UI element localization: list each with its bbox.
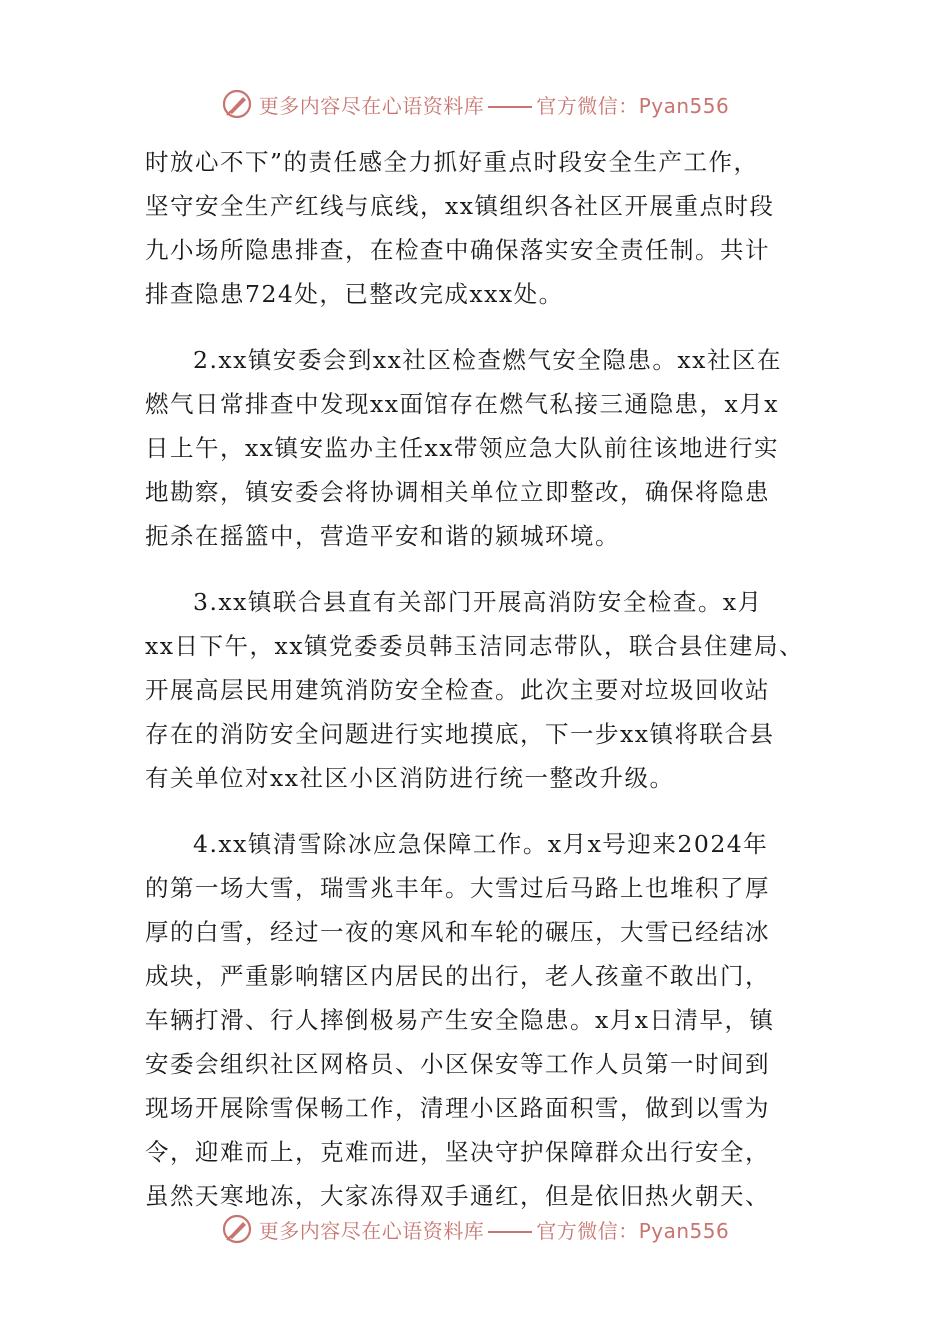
text-line: 3.xx镇联合县直有关部门开展高消防安全检查。x月 bbox=[193, 588, 763, 616]
text-line: 日上午，xx镇安监办主任xx带领应急大队前往该地进行实 bbox=[145, 434, 780, 462]
text-line: xx日下午，xx镇党委委员韩玉洁同志带队，联合县住建局、 bbox=[145, 632, 805, 660]
header-watermark bbox=[0, 84, 950, 124]
watermark-dash bbox=[488, 1231, 532, 1233]
text-line: 车辆打滑、行人摔倒极易产生安全隐患。x月x日清早，镇 bbox=[145, 1006, 775, 1034]
text-line: 坚守安全生产红线与底线，xx镇组织各社区开展重点时段 bbox=[145, 192, 775, 220]
text-line: 九小场所隐患排查，在检查中确保落实安全责任制。共计 bbox=[145, 236, 770, 264]
text-line: 厚的白雪，经过一夜的寒风和车轮的碾压，大雪已经结冰 bbox=[145, 918, 770, 946]
text-line: 的第一场大雪，瑞雪兆丰年。大雪过后马路上也堆积了厚 bbox=[145, 874, 770, 902]
paragraph-3 bbox=[145, 580, 810, 800]
paragraph-1 bbox=[145, 140, 810, 316]
text-line: 排查隐患724处，已整改完成xxx处。 bbox=[145, 280, 564, 308]
text-line: 有关单位对xx社区小区消防进行统一整改升级。 bbox=[145, 764, 675, 792]
watermark-text: 更多内容尽在心语资料库 官方微信：Pyan556 bbox=[258, 1218, 730, 1243]
quill-pen-logo-icon bbox=[221, 1213, 253, 1245]
document-body bbox=[145, 140, 810, 1218]
paragraph-4 bbox=[145, 822, 810, 1218]
quill-pen-logo-icon bbox=[221, 88, 253, 120]
text-line: 成块，严重影响辖区内居民的出行，老人孩童不敢出门， bbox=[145, 962, 770, 990]
text-line: 2.xx镇安委会到xx社区检查燃气安全隐患。xx社区在 bbox=[193, 346, 782, 374]
watermark-dash bbox=[488, 106, 532, 108]
text-line: 4.xx镇清雪除冰应急保障工作。x月x号迎来2024年 bbox=[193, 830, 769, 858]
paragraph-2 bbox=[145, 338, 810, 558]
watermark-text: 更多内容尽在心语资料库 官方微信：Pyan556 bbox=[258, 93, 730, 118]
text-line: 燃气日常排查中发现xx面馆存在燃气私接三通隐患，x月x bbox=[145, 390, 780, 418]
footer-watermark bbox=[0, 1209, 950, 1249]
text-line: 安委会组织社区网格员、小区保安等工作人员第一时间到 bbox=[145, 1050, 770, 1078]
text-line: 地勘察，镇安委会将协调相关单位立即整改，确保将隐患 bbox=[145, 478, 770, 506]
text-line: 存在的消防安全问题进行实地摸底，下一步xx镇将联合县 bbox=[145, 720, 775, 748]
text-line: 扼杀在摇篮中，营造平安和谐的颍城环境。 bbox=[145, 522, 620, 550]
text-line: 时放心不下”的责任感全力抓好重点时段安全生产工作， bbox=[145, 148, 759, 176]
text-line: 虽然天寒地冻，大家冻得双手通红，但是依旧热火朝天、 bbox=[145, 1182, 770, 1210]
text-line: 现场开展除雪保畅工作，清理小区路面积雪，做到以雪为 bbox=[145, 1094, 770, 1122]
text-line: 开展高层民用建筑消防安全检查。此次主要对垃圾回收站 bbox=[145, 676, 770, 704]
text-line: 令，迎难而上，克难而进，坚决守护保障群众出行安全， bbox=[145, 1138, 770, 1166]
